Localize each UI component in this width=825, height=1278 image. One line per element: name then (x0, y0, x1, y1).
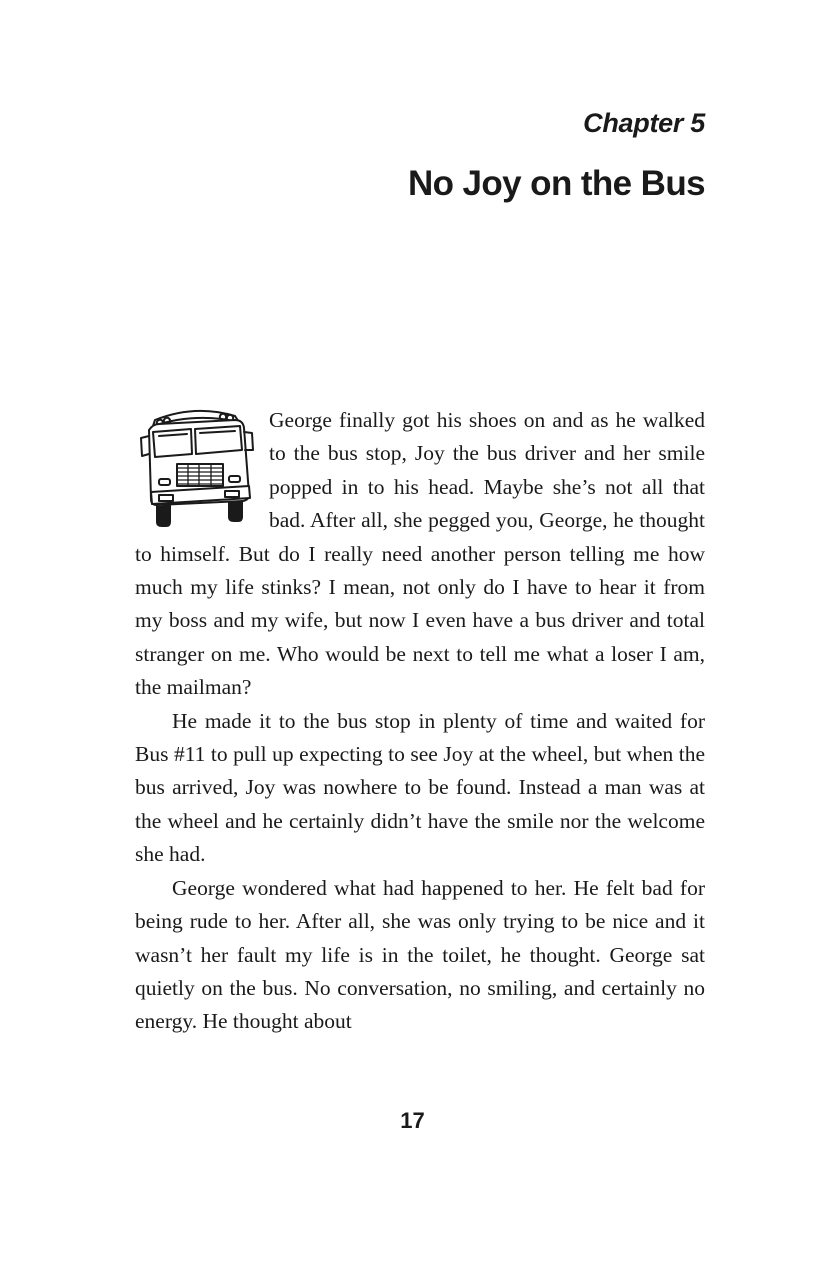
page-number: 17 (400, 1108, 425, 1133)
paragraph-3: George wondered what had happened to her. He felt bad for being rude to her. After all, she was only trying to be nice and it wasn’t her fault my life is in the toilet, he thought. George sat quietly on the bus. No conversation, no smiling, and certainly no energy. He thought about (135, 875, 705, 1034)
paragraph-1: George finally got his shoes on and as he walked to the bus stop, Joy the bus driver and her smile popped in to his head. Maybe she’s not all that bad. After all, she pegged you, George, he thought to himself. But do I really need another person telling me how much my life stinks? I mean, not only do I have to hear it from my boss and my wife, but now I even have a bus driver and total stranger on me. Who would be next to tell me what a loser I am, the mailman? (135, 408, 705, 700)
paragraph-2: He made it to the bus stop in plenty of time and waited for Bus #11 to pull up expecting to see Joy at the wheel, but when the bus arrived, Joy was nowhere to be found. Instead a man was at the wheel and he certainly didn’t have the smile nor the welcome she had. (135, 708, 705, 867)
school-bus-icon (135, 406, 263, 529)
body-text (135, 404, 705, 1039)
chapter-label: Chapter 5 (583, 108, 705, 138)
chapter-title: No Joy on the Bus (407, 164, 705, 203)
